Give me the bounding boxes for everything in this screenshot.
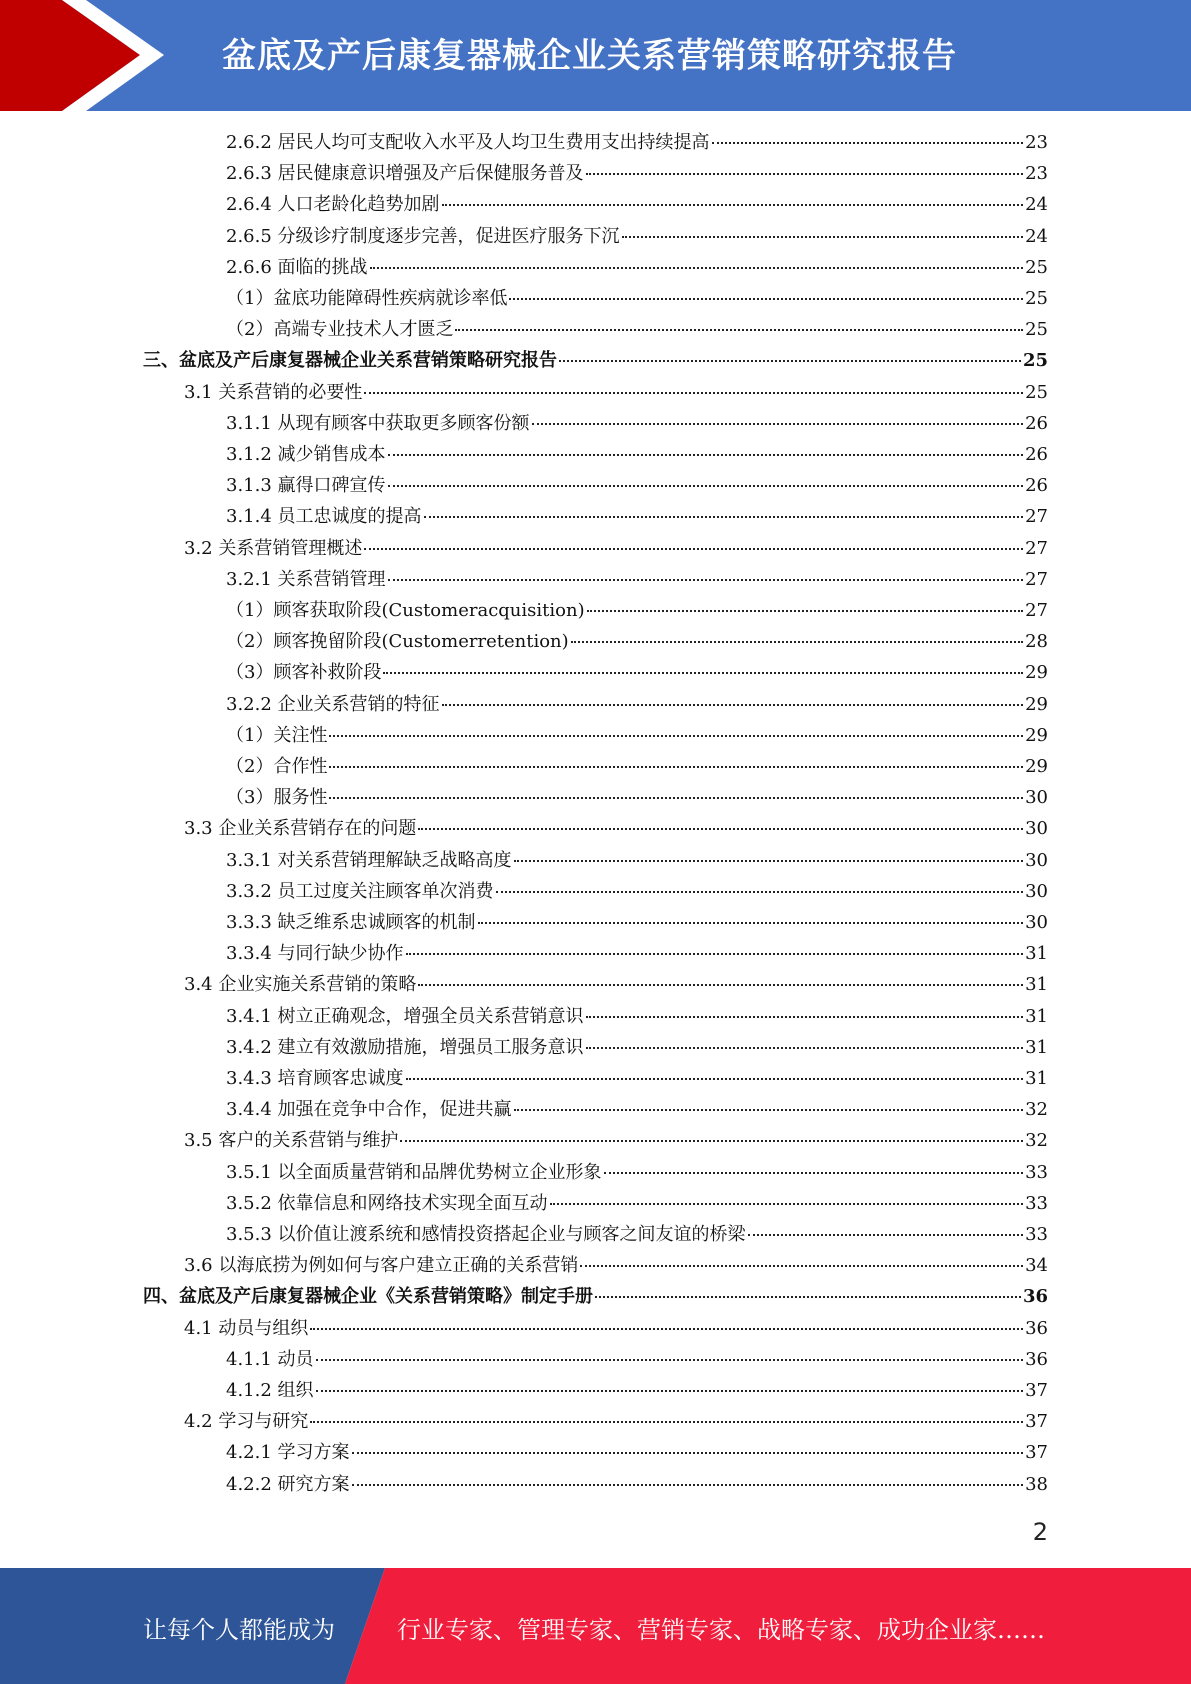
- toc-entry-page: 31: [1025, 1006, 1048, 1027]
- toc-leader-dots: [455, 328, 1023, 331]
- toc-entry[interactable]: [226, 283, 1048, 314]
- toc-entry[interactable]: [226, 1094, 1048, 1125]
- toc-entry-page: 30: [1025, 850, 1048, 871]
- toc-leader-dots: [509, 297, 1023, 300]
- toc-entry-page: 31: [1025, 943, 1048, 964]
- toc-entry-page: 30: [1025, 912, 1048, 933]
- toc-entry-page: 29: [1025, 756, 1048, 777]
- toc-entry-title: 3.4.4 加强在竞争中合作，促进共赢: [226, 1099, 512, 1120]
- toc-entry[interactable]: [226, 751, 1048, 782]
- toc-leader-dots: [400, 1139, 1023, 1142]
- toc-entry-title: 3.3.4 与同行缺少协作: [226, 943, 404, 964]
- toc-leader-dots: [586, 1015, 1024, 1018]
- toc-entry[interactable]: [226, 314, 1048, 345]
- toc-entry[interactable]: [226, 1032, 1048, 1063]
- toc-entry-page: 27: [1025, 600, 1048, 621]
- toc-entry[interactable]: [226, 657, 1048, 688]
- toc-entry-page: 32: [1025, 1130, 1048, 1151]
- toc-entry-title: 3.5.3 以价值让渡系统和感情投资搭起企业与顾客之间友谊的桥梁: [226, 1224, 746, 1245]
- toc-entry-page: 31: [1025, 1068, 1048, 1089]
- toc-entry[interactable]: [184, 1406, 1048, 1437]
- toc-entry[interactable]: [184, 377, 1048, 408]
- toc-entry[interactable]: [226, 127, 1048, 158]
- toc-entry-title: 3.1 关系营销的必要性: [184, 382, 363, 403]
- toc-entry-page: 38: [1025, 1474, 1048, 1495]
- toc-entry[interactable]: [226, 221, 1048, 252]
- toc-entry[interactable]: [226, 1063, 1048, 1094]
- toc-leader-dots: [514, 1108, 1024, 1111]
- toc-leader-dots: [388, 484, 1024, 487]
- toc-leader-dots: [329, 765, 1023, 768]
- toc-entry[interactable]: [184, 813, 1048, 844]
- toc-entry-title: 2.6.4 人口老龄化趋势加剧: [226, 194, 440, 215]
- toc-leader-dots: [442, 203, 1024, 206]
- toc-entry-page: 33: [1025, 1193, 1048, 1214]
- toc-entry-title: 3.6 以海底捞为例如何与客户建立正确的关系营销: [184, 1255, 579, 1276]
- toc-entry[interactable]: [226, 1219, 1048, 1250]
- toc-leader-dots: [406, 952, 1024, 955]
- toc-entry-title: 3.3 企业关系营销存在的问题: [184, 818, 417, 839]
- toc-entry[interactable]: [226, 876, 1048, 907]
- toc-entry-title: 3.2.1 关系营销管理: [226, 569, 386, 590]
- toc-entry-title: 4.2 学习与研究: [184, 1411, 309, 1432]
- toc-leader-dots: [571, 640, 1023, 643]
- toc-entry-title: （3）服务性: [226, 787, 328, 808]
- toc-entry-title: （1）盆底功能障碍性疾病就诊率低: [226, 288, 508, 309]
- toc-entry-page: 30: [1025, 881, 1048, 902]
- toc-entry-page: 32: [1025, 1099, 1048, 1120]
- toc-entry[interactable]: [226, 252, 1048, 283]
- toc-entry-page: 25: [1025, 382, 1048, 403]
- toc-entry[interactable]: [226, 938, 1048, 969]
- toc-entry-page: 29: [1025, 662, 1048, 683]
- toc-entry-title: （2）合作性: [226, 756, 328, 777]
- toc-entry[interactable]: [143, 345, 1048, 376]
- toc-leader-dots: [514, 859, 1024, 862]
- toc-entry-page: 23: [1025, 132, 1048, 153]
- toc-entry[interactable]: [226, 689, 1048, 720]
- toc-entry-title: 四、盆底及产后康复器械企业《关系营销策略》制定手册: [143, 1286, 593, 1307]
- toc-entry[interactable]: [226, 782, 1048, 813]
- toc-entry[interactable]: [226, 189, 1048, 220]
- toc-entry[interactable]: [226, 501, 1048, 532]
- toc-entry-title: 4.2.2 研究方案: [226, 1474, 350, 1495]
- toc-entry-page: 31: [1025, 974, 1048, 995]
- toc-leader-dots: [316, 1358, 1024, 1361]
- toc-leader-dots: [424, 515, 1024, 518]
- footer-slogan-left: 让每个人都能成为: [143, 1616, 335, 1644]
- toc-entry-title: 3.1.4 员工忠诚度的提高: [226, 506, 422, 527]
- toc-leader-dots: [622, 235, 1024, 238]
- toc-entry-page: 34: [1025, 1255, 1048, 1276]
- toc-entry-title: 3.3.3 缺乏维系忠诚顾客的机制: [226, 912, 476, 933]
- toc-entry-page: 25: [1025, 319, 1048, 340]
- toc-entry-title: 2.6.6 面临的挑战: [226, 257, 368, 278]
- toc-leader-dots: [496, 890, 1024, 893]
- toc-entry[interactable]: [226, 439, 1048, 470]
- toc-leader-dots: [418, 827, 1023, 830]
- toc-entry-page: 25: [1025, 288, 1048, 309]
- toc-entry[interactable]: [226, 1188, 1048, 1219]
- toc-entry[interactable]: [184, 1250, 1048, 1281]
- toc-entry[interactable]: [184, 969, 1048, 1000]
- toc-entry[interactable]: [226, 158, 1048, 189]
- footer-banner: [0, 1568, 1191, 1684]
- toc-leader-dots: [352, 1451, 1024, 1454]
- toc-entry-title: （1）顾客获取阶段(Customeracquisition): [226, 600, 585, 621]
- toc-entry-page: 26: [1025, 444, 1048, 465]
- toc-entry-title: （3）顾客补救阶段: [226, 662, 382, 683]
- toc-entry-page: 31: [1025, 1037, 1048, 1058]
- toc-entry-title: 3.1.2 减少销售成本: [226, 444, 386, 465]
- toc-leader-dots: [329, 796, 1023, 799]
- toc-entry[interactable]: [226, 1437, 1048, 1468]
- toc-entry-title: （2）顾客挽留阶段(Customerretention): [226, 631, 569, 652]
- toc-entry-title: （2）高端专业技术人才匮乏: [226, 319, 454, 340]
- toc-entry[interactable]: [226, 1469, 1048, 1500]
- toc-entry-page: 30: [1025, 818, 1048, 839]
- toc-leader-dots: [550, 1202, 1024, 1205]
- toc-leader-dots: [586, 172, 1024, 175]
- toc-leader-dots: [388, 453, 1024, 456]
- toc-entry-page: 29: [1025, 725, 1048, 746]
- toc-entry[interactable]: [226, 408, 1048, 439]
- toc-entry-title: 2.6.5 分级诊疗制度逐步完善，促进医疗服务下沉: [226, 226, 620, 247]
- toc-entry-page: 25: [1022, 350, 1048, 371]
- toc-entry-title: 3.1.1 从现有顾客中获取更多顾客份额: [226, 413, 530, 434]
- toc-leader-dots: [712, 141, 1024, 144]
- footer-slogan-right: 行业专家、管理专家、营销专家、战略专家、成功企业家……: [397, 1616, 1045, 1644]
- toc-entry-title: 3.5.1 以全面质量营销和品牌优势树立企业形象: [226, 1162, 602, 1183]
- toc-entry[interactable]: [226, 907, 1048, 938]
- toc-leader-dots: [310, 1327, 1023, 1330]
- toc-leader-dots: [586, 1046, 1024, 1049]
- toc-leader-dots: [406, 1077, 1024, 1080]
- toc-entry[interactable]: [226, 1001, 1048, 1032]
- toc-entry[interactable]: [226, 564, 1048, 595]
- toc-entry[interactable]: [226, 1157, 1048, 1188]
- toc-leader-dots: [748, 1233, 1024, 1236]
- toc-entry-page: 33: [1025, 1162, 1048, 1183]
- toc-entry-page: 27: [1025, 569, 1048, 590]
- toc-leader-dots: [604, 1171, 1024, 1174]
- toc-entry-page: 33: [1025, 1224, 1048, 1245]
- toc-entry-page: 30: [1025, 787, 1048, 808]
- page-number: 2: [1032, 1518, 1048, 1546]
- toc-entry-title: 三、盆底及产后康复器械企业关系营销策略研究报告: [143, 350, 557, 371]
- toc-entry-page: 27: [1025, 538, 1048, 559]
- toc-entry-page: 29: [1025, 694, 1048, 715]
- toc-leader-dots: [587, 609, 1024, 612]
- toc-leader-dots: [580, 1264, 1023, 1267]
- toc-leader-dots: [352, 1483, 1024, 1486]
- toc-entry[interactable]: [226, 470, 1048, 501]
- toc-entry[interactable]: [184, 1125, 1048, 1156]
- toc-leader-dots: [383, 671, 1023, 674]
- toc-entry-title: 4.1.1 动员: [226, 1349, 314, 1370]
- toc-entry-title: 4.1 动员与组织: [184, 1318, 309, 1339]
- toc-entry-page: 36: [1022, 1286, 1048, 1307]
- toc-entry-title: 3.5 客户的关系营销与维护: [184, 1130, 399, 1151]
- toc-entry-page: 24: [1025, 226, 1048, 247]
- toc-leader-dots: [442, 703, 1024, 706]
- toc-leader-dots: [310, 1420, 1023, 1423]
- toc-entry-title: 3.4.1 树立正确观念，增强全员关系营销意识: [226, 1006, 584, 1027]
- toc-entry-page: 37: [1025, 1411, 1048, 1432]
- toc-entry[interactable]: [184, 1313, 1048, 1344]
- toc-entry-page: 26: [1025, 413, 1048, 434]
- toc-entry-page: 25: [1025, 257, 1048, 278]
- toc-leader-dots: [559, 359, 1021, 362]
- header-banner: [0, 0, 1191, 111]
- toc-entry-title: 3.2.2 企业关系营销的特征: [226, 694, 440, 715]
- toc-entry-page: 36: [1025, 1349, 1048, 1370]
- toc-entry-title: 3.1.3 赢得口碑宣传: [226, 475, 386, 496]
- toc-leader-dots: [329, 734, 1023, 737]
- toc-entry-page: 23: [1025, 163, 1048, 184]
- toc-entry-title: 3.5.2 依靠信息和网络技术实现全面互动: [226, 1193, 548, 1214]
- toc-entry-title: 3.4 企业实施关系营销的策略: [184, 974, 417, 995]
- toc-leader-dots: [364, 391, 1023, 394]
- toc-entry[interactable]: [226, 626, 1048, 657]
- toc-entry-page: 26: [1025, 475, 1048, 496]
- toc-entry[interactable]: [226, 1375, 1048, 1406]
- toc-leader-dots: [370, 266, 1024, 269]
- toc-entry-title: 4.2.1 学习方案: [226, 1442, 350, 1463]
- toc-leader-dots: [316, 1389, 1024, 1392]
- toc-leader-dots: [364, 547, 1023, 550]
- toc-entry-title: 3.2 关系营销管理概述: [184, 538, 363, 559]
- toc-entry[interactable]: [226, 595, 1048, 626]
- toc-leader-dots: [418, 983, 1023, 986]
- toc-entry-title: 3.4.3 培育顾客忠诚度: [226, 1068, 404, 1089]
- toc-entry-page: 27: [1025, 506, 1048, 527]
- toc-entry-title: 3.3.2 员工过度关注顾客单次消费: [226, 881, 494, 902]
- toc-entry-page: 28: [1025, 631, 1048, 652]
- toc-entry-title: 4.1.2 组织: [226, 1380, 314, 1401]
- toc-entry-page: 37: [1025, 1442, 1048, 1463]
- toc-entry-page: 24: [1025, 194, 1048, 215]
- toc-entry-page: 37: [1025, 1380, 1048, 1401]
- toc-entry-page: 36: [1025, 1318, 1048, 1339]
- toc-entry[interactable]: [226, 1344, 1048, 1375]
- toc-leader-dots: [532, 422, 1024, 425]
- toc-entry-title: 2.6.2 居民人均可支配收入水平及人均卫生费用支出持续提高: [226, 132, 710, 153]
- toc-entry-title: 2.6.3 居民健康意识增强及产后保健服务普及: [226, 163, 584, 184]
- toc-leader-dots: [388, 578, 1024, 581]
- toc-leader-dots: [478, 921, 1024, 924]
- toc-entry-title: 3.3.1 对关系营销理解缺乏战略高度: [226, 850, 512, 871]
- toc-entry[interactable]: [184, 533, 1048, 564]
- toc-entry[interactable]: [226, 845, 1048, 876]
- toc-entry[interactable]: [143, 1281, 1048, 1312]
- toc-entry-title: （1）关注性: [226, 725, 328, 746]
- document-title: 盆底及产后康复器械企业关系营销策略研究报告: [222, 36, 957, 76]
- toc-entry-title: 3.4.2 建立有效激励措施，增强员工服务意识: [226, 1037, 584, 1058]
- toc-entry[interactable]: [226, 720, 1048, 751]
- toc-leader-dots: [595, 1295, 1021, 1298]
